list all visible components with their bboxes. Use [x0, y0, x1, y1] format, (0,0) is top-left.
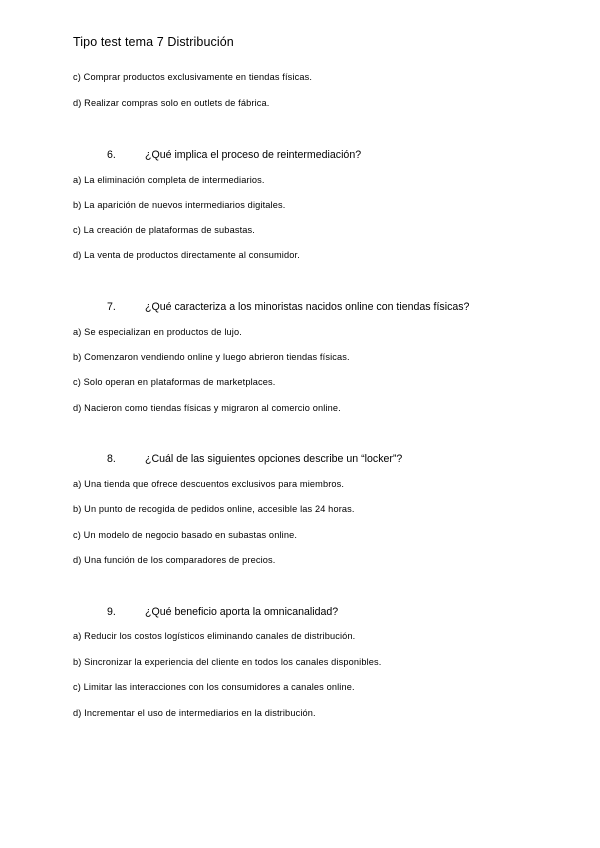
q7-option-b: b) Comenzaron vendiendo online y luego abrieron tiendas físicas. — [73, 352, 350, 362]
question-text: ¿Cuál de las siguientes opciones describe un “locker”? — [145, 453, 403, 465]
question-number: 8. — [107, 453, 116, 465]
question-number: 7. — [107, 301, 116, 313]
question-number: 9. — [107, 606, 116, 618]
intro-option-d: d) Realizar compras solo en outlets de fábrica. — [73, 98, 270, 108]
question-text: ¿Qué implica el proceso de reintermediación? — [145, 149, 362, 161]
question-6 — [107, 149, 361, 161]
q7-option-c: c) Solo operan en plataformas de marketplaces. — [73, 377, 276, 387]
question-7 — [107, 301, 469, 313]
q9-option-d: d) Incrementar el uso de intermediarios en la distribución. — [73, 708, 316, 718]
question-number: 6. — [107, 149, 116, 161]
q7-option-d: d) Nacieron como tiendas físicas y migraron al comercio online. — [73, 403, 341, 413]
question-9 — [107, 606, 338, 618]
q8-option-b: b) Un punto de recogida de pedidos online, accesible las 24 horas. — [73, 504, 355, 514]
q8-option-a: a) Una tienda que ofrece descuentos exclusivos para miembros. — [73, 479, 345, 489]
q6-option-a: a) La eliminación completa de intermediarios. — [73, 175, 265, 185]
q7-option-a: a) Se especializan en productos de lujo. — [73, 327, 242, 337]
question-text: ¿Qué caracteriza a los minoristas nacidos online con tiendas físicas? — [145, 301, 470, 313]
q6-option-d: d) La venta de productos directamente al consumidor. — [73, 250, 300, 260]
intro-option-c: c) Comprar productos exclusivamente en tiendas físicas. — [73, 72, 313, 82]
q8-option-d: d) Una función de los comparadores de precios. — [73, 555, 276, 565]
q8-option-c: c) Un modelo de negocio basado en subastas online. — [73, 530, 298, 540]
q6-option-c: c) La creación de plataformas de subastas. — [73, 225, 255, 235]
q6-option-b: b) La aparición de nuevos intermediarios digitales. — [73, 200, 286, 210]
question-8 — [107, 453, 402, 465]
page-header: Tipo test tema 7 Distribución — [73, 35, 234, 49]
q9-option-a: a) Reducir los costos logísticos eliminando canales de distribución. — [73, 631, 356, 641]
question-text: ¿Qué beneficio aporta la omnicanalidad? — [145, 606, 339, 618]
q9-option-b: b) Sincronizar la experiencia del cliente en todos los canales disponibles. — [73, 657, 382, 667]
q9-option-c: c) Limitar las interacciones con los consumidores a canales online. — [73, 682, 355, 692]
